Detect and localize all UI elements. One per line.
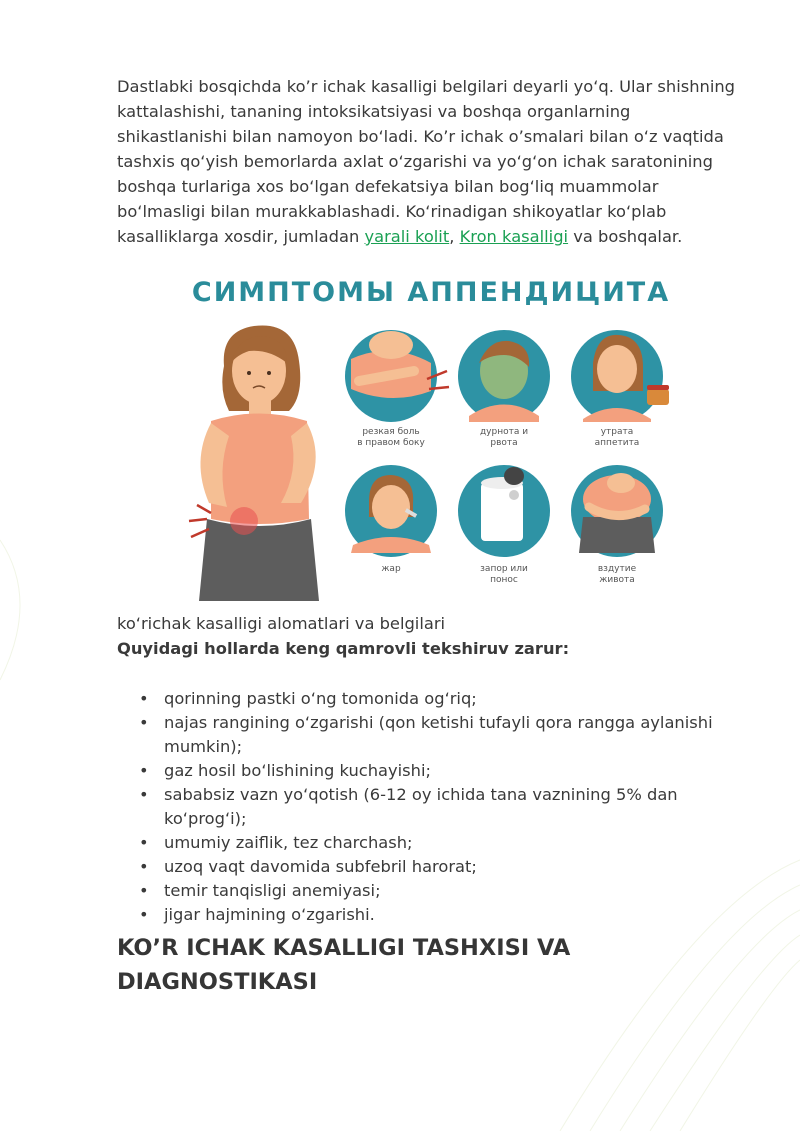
label-1-line2: в правом боку	[357, 438, 425, 448]
label-1-line1: резкая боль	[362, 427, 420, 437]
label-6-line2: живота	[599, 575, 635, 585]
symptom-circle-5	[458, 465, 550, 557]
intro-text-end: va boshqalar.	[568, 227, 683, 246]
list-item: • sababsiz vazn yo‘qotish (6-12 oy ichida tana vaznining 5% dan ko‘prog‘i);	[164, 783, 754, 831]
woman-illustration	[189, 325, 319, 601]
list-item: • uzoq vaqt davomida subfebril harorat;	[164, 855, 754, 879]
label-2-line1: дурнота и	[479, 427, 529, 437]
link-kron-kasalligi[interactable]: Kron kasalligi	[459, 227, 569, 246]
label-3-line2: аппетита	[594, 438, 640, 448]
list-item: • qorinning pastki o‘ng tomonida og‘riq;	[164, 687, 754, 711]
label-6-line1: вздутие	[597, 564, 637, 574]
appendicitis-infographic	[169, 271, 689, 601]
list-item: • gaz hosil bo‘lishining kuchayishi;	[164, 759, 754, 783]
label-5-line1: запор или	[480, 564, 528, 574]
checkup-lead: Quyidagi hollarda keng qamrovli tekshiruv zarur:	[117, 639, 570, 658]
list-item: • umumiy zaiflik, tez charchash;	[164, 831, 754, 855]
intro-separator: ,	[449, 227, 460, 246]
list-item: • jigar hajmining o‘zgarishi.	[164, 903, 754, 927]
list-item: • temir tanqisligi anemiyasi;	[164, 879, 754, 903]
label-2-line2: рвота	[490, 438, 518, 448]
list-item: • najas rangining o‘zgarishi (qon ketishi tufayli qora rangga aylanishi mumkin);	[164, 711, 754, 759]
section-heading: KO’R ICHAK KASALLIGI TASHXISI VA DIAGNOSTIKASI	[117, 935, 571, 995]
label-5-line2: понос	[490, 575, 518, 585]
link-yarali-kolit[interactable]: yarali kolit	[364, 227, 450, 246]
symptom-circle-3	[571, 330, 669, 422]
intro-text: Dastlabki bosqichda ko’r ichak kasalligi belgilari deyarli yo‘q. Ular shishning kattalashishi, tananing intoksikatsiyasi va boshqa organlarning shikastlanishi bilan namoyon bo‘ladi. Ko’r ichak o’smalari bilan o‘z vaqtida tashxis qo‘yish bemorlarda axlat o‘zgarishi va yo‘g‘on ichak saratonining boshqa turlariga xos bo‘lgan defekatsiya bilan bog‘liq muammolar bo‘lmasligi bilan murakkablashadi. Ko‘rinadigan shikoyatlar ko‘plab kasalliklarga xosdir, jumladan	[117, 77, 736, 246]
label-3-line1: утрата	[600, 427, 634, 437]
infographic-svg	[169, 271, 689, 601]
label-4-line1: жар	[381, 564, 401, 574]
symptom-list	[117, 687, 754, 927]
symptom-circle-4	[345, 465, 437, 557]
intro-paragraph	[117, 74, 737, 249]
symptom-circle-6	[571, 465, 663, 557]
symptom-circle-2	[458, 330, 550, 422]
image-caption: ko‘richak kasalligi alomatlari va belgilari	[117, 614, 446, 633]
infographic-title: СИМПТОМЫ АППЕНДИЦИТА	[191, 277, 671, 308]
symptom-circle-1	[345, 330, 449, 422]
